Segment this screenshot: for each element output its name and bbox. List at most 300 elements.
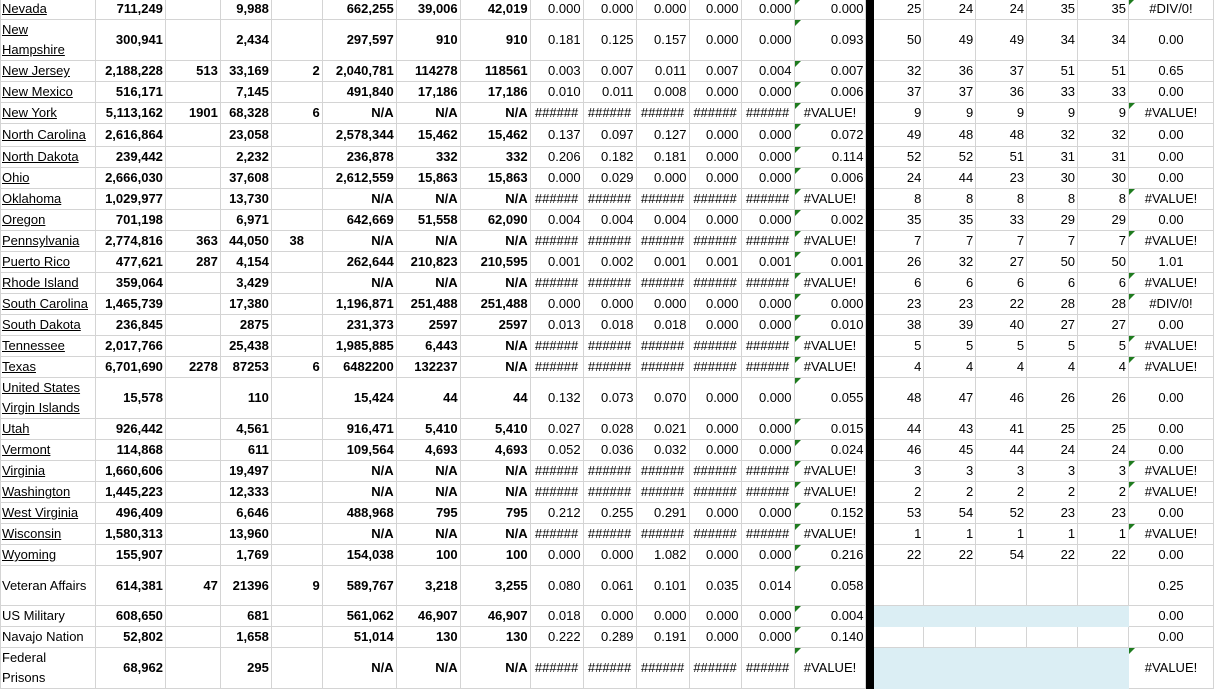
rank-cell[interactable]: 52 [976,503,1027,524]
rate-cell[interactable]: 0.182 [583,147,636,168]
rate-avg-cell[interactable]: #VALUE! [794,189,866,210]
col5-cell[interactable]: 916,471 [322,419,396,440]
ratio-cell[interactable]: 1.01 [1128,252,1213,273]
rank-cell[interactable]: 8 [1027,189,1078,210]
col5-cell[interactable]: 491,840 [322,82,396,103]
rank-cell[interactable]: 33 [976,210,1027,231]
rate-cell[interactable]: 0.206 [530,147,583,168]
rank-cell[interactable]: 23 [1078,503,1129,524]
rank-cell[interactable]: 41 [976,419,1027,440]
rate-cell[interactable]: 0.181 [530,20,583,61]
rank-cell[interactable]: 9 [924,103,976,124]
rate-cell[interactable]: 0.000 [689,545,741,566]
ratio-cell[interactable]: #VALUE! [1128,189,1213,210]
rate-cell[interactable]: 0.000 [689,503,741,524]
rate-cell[interactable]: ###### [530,482,583,503]
col3-cell[interactable]: 3,429 [220,273,271,294]
rank-cell[interactable]: 22 [1027,545,1078,566]
rank-cell[interactable]: 28 [1027,294,1078,315]
rate-cell[interactable]: 0.000 [689,20,741,61]
population-cell[interactable]: 68,962 [95,648,165,689]
row-label-link[interactable]: Ohio [2,170,30,185]
rank-cell[interactable]: 3 [1027,461,1078,482]
rate-cell[interactable]: 0.000 [689,82,741,103]
rank-cell[interactable]: 39 [924,315,976,336]
rate-cell[interactable]: 0.000 [583,545,636,566]
rank-cell[interactable]: 50 [874,20,924,61]
rank-cell[interactable]: 4 [874,357,924,378]
rank-cell[interactable]: 2 [924,482,976,503]
col5-cell[interactable]: N/A [322,231,396,252]
rank-cell[interactable]: 25 [1027,419,1078,440]
col6-cell[interactable]: 2597 [396,315,460,336]
rank-cell[interactable]: 46 [874,440,924,461]
rate-avg-cell[interactable]: 0.006 [794,168,866,189]
rate-cell[interactable]: 0.289 [583,627,636,648]
rate-cell[interactable]: ###### [741,524,794,545]
population-cell[interactable]: 52,802 [95,627,165,648]
col3-cell[interactable]: 23,058 [220,124,271,147]
rate-cell[interactable]: 0.000 [689,315,741,336]
col5-cell[interactable]: 15,424 [322,378,396,419]
col7-cell[interactable]: N/A [460,103,530,124]
col3-cell[interactable]: 33,169 [220,61,271,82]
col6-cell[interactable]: 100 [396,545,460,566]
col7-cell[interactable]: N/A [460,524,530,545]
col2-cell[interactable] [165,210,220,231]
rate-cell[interactable]: 1.082 [636,545,689,566]
population-cell[interactable]: 5,113,162 [95,103,165,124]
rank-cell[interactable]: 26 [1027,378,1078,419]
row-label-link[interactable]: Rhode Island [2,275,79,290]
rate-cell[interactable]: 0.000 [689,294,741,315]
col7-cell[interactable]: 3,255 [460,566,530,606]
rate-avg-cell[interactable]: 0.140 [794,627,866,648]
rank-cell[interactable]: 7 [976,231,1027,252]
rate-cell[interactable]: ###### [583,103,636,124]
rate-cell[interactable]: ###### [636,357,689,378]
col4-cell[interactable]: 2 [271,61,322,82]
col5-cell[interactable]: N/A [322,189,396,210]
rate-cell[interactable]: 0.000 [741,82,794,103]
col4-cell[interactable] [271,168,322,189]
rate-avg-cell[interactable]: 0.007 [794,61,866,82]
col4-cell[interactable] [271,419,322,440]
population-cell[interactable]: 1,465,739 [95,294,165,315]
rank-cell[interactable] [976,648,1027,689]
rank-cell[interactable] [1078,627,1129,648]
rate-cell[interactable]: ###### [583,482,636,503]
col5-cell[interactable]: 262,644 [322,252,396,273]
rank-cell[interactable]: 31 [1078,147,1129,168]
rate-cell[interactable]: ###### [530,336,583,357]
rate-cell[interactable]: 0.000 [636,0,689,20]
col3-cell[interactable]: 21396 [220,566,271,606]
rate-cell[interactable]: ###### [689,461,741,482]
rate-cell[interactable]: ###### [689,482,741,503]
row-label-cell[interactable] [1,147,96,168]
rank-cell[interactable]: 38 [874,315,924,336]
col3-cell[interactable]: 37,608 [220,168,271,189]
rank-cell[interactable]: 5 [924,336,976,357]
row-label-cell[interactable] [1,545,96,566]
rank-cell[interactable]: 5 [1027,336,1078,357]
rate-cell[interactable]: 0.000 [689,168,741,189]
col5-cell[interactable]: N/A [322,648,396,689]
rank-cell[interactable]: 9 [976,103,1027,124]
col6-cell[interactable]: 6,443 [396,336,460,357]
rate-cell[interactable]: 0.000 [636,606,689,627]
rate-cell[interactable]: 0.000 [741,378,794,419]
rank-cell[interactable]: 51 [976,147,1027,168]
rank-cell[interactable]: 48 [924,124,976,147]
rate-cell[interactable]: 0.000 [530,168,583,189]
col3-cell[interactable]: 87253 [220,357,271,378]
rate-cell[interactable]: ###### [530,273,583,294]
ratio-cell[interactable]: #VALUE! [1128,273,1213,294]
col3-cell[interactable]: 2,232 [220,147,271,168]
row-label-cell[interactable] [1,231,96,252]
rate-cell[interactable]: 0.018 [583,315,636,336]
row-label-cell[interactable] [1,82,96,103]
rate-cell[interactable]: ###### [530,103,583,124]
rank-cell[interactable]: 23 [1027,503,1078,524]
rate-cell[interactable]: 0.029 [583,168,636,189]
row-label-cell[interactable] [1,210,96,231]
rate-cell[interactable]: 0.018 [636,315,689,336]
population-cell[interactable]: 2,017,766 [95,336,165,357]
ratio-cell[interactable]: #VALUE! [1128,336,1213,357]
rate-avg-cell[interactable]: 0.058 [794,566,866,606]
col6-cell[interactable]: 251,488 [396,294,460,315]
rate-cell[interactable]: ###### [741,103,794,124]
rate-cell[interactable]: 0.001 [636,252,689,273]
rank-cell[interactable]: 4 [924,357,976,378]
rate-cell[interactable]: 0.052 [530,440,583,461]
col5-cell[interactable]: 6482200 [322,357,396,378]
col6-cell[interactable]: 15,863 [396,168,460,189]
population-cell[interactable]: 701,198 [95,210,165,231]
col2-cell[interactable] [165,294,220,315]
col4-cell[interactable] [271,82,322,103]
rate-cell[interactable]: 0.101 [636,566,689,606]
rank-cell[interactable]: 25 [874,0,924,20]
rank-cell[interactable]: 52 [924,147,976,168]
col4-cell[interactable] [271,627,322,648]
ratio-cell[interactable]: #VALUE! [1128,103,1213,124]
rank-cell[interactable]: 7 [1027,231,1078,252]
col3-cell[interactable]: 13,960 [220,524,271,545]
row-label-link[interactable]: Oklahoma [2,191,62,206]
rate-avg-cell[interactable]: 0.216 [794,545,866,566]
rate-cell[interactable]: 0.000 [689,124,741,147]
rank-cell[interactable]: 6 [874,273,924,294]
rank-cell[interactable]: 23 [976,168,1027,189]
row-label-cell[interactable] [1,648,96,689]
rate-cell[interactable]: 0.013 [530,315,583,336]
col4-cell[interactable]: 38 [271,231,322,252]
rank-cell[interactable]: 36 [976,82,1027,103]
col2-cell[interactable]: 47 [165,566,220,606]
col7-cell[interactable]: 46,907 [460,606,530,627]
rate-cell[interactable]: 0.000 [583,294,636,315]
col6-cell[interactable]: 910 [396,20,460,61]
col7-cell[interactable]: 2597 [460,315,530,336]
row-label-link[interactable]: New Jersey [2,63,70,78]
col3-cell[interactable]: 17,380 [220,294,271,315]
rate-cell[interactable]: ###### [583,231,636,252]
col3-cell[interactable]: 110 [220,378,271,419]
row-label-cell[interactable] [1,606,96,627]
rank-cell[interactable]: 50 [1027,252,1078,273]
col4-cell[interactable] [271,189,322,210]
row-label-cell[interactable] [1,61,96,82]
rate-avg-cell[interactable]: 0.010 [794,315,866,336]
rank-cell[interactable]: 49 [874,124,924,147]
rate-cell[interactable]: 0.291 [636,503,689,524]
row-label-link[interactable]: North Dakota [2,149,79,164]
rate-cell[interactable]: 0.008 [636,82,689,103]
rank-cell[interactable]: 35 [874,210,924,231]
rate-cell[interactable]: ###### [689,103,741,124]
rate-avg-cell[interactable]: #VALUE! [794,461,866,482]
row-label-cell[interactable] [1,189,96,210]
rank-cell[interactable]: 32 [1078,124,1129,147]
col5-cell[interactable]: 154,038 [322,545,396,566]
rate-cell[interactable]: 0.000 [689,627,741,648]
rank-cell[interactable]: 27 [976,252,1027,273]
rank-cell[interactable]: 5 [1078,336,1129,357]
ratio-cell[interactable]: 0.00 [1128,378,1213,419]
col2-cell[interactable]: 1901 [165,103,220,124]
col2-cell[interactable]: 513 [165,61,220,82]
rank-cell[interactable]: 7 [874,231,924,252]
col7-cell[interactable]: N/A [460,482,530,503]
rate-cell[interactable]: ###### [636,461,689,482]
col7-cell[interactable]: 44 [460,378,530,419]
row-label-cell[interactable] [1,294,96,315]
rank-cell[interactable]: 37 [874,82,924,103]
rank-cell[interactable]: 48 [874,378,924,419]
col6-cell[interactable]: 114278 [396,61,460,82]
rate-cell[interactable]: 0.000 [741,294,794,315]
rate-cell[interactable]: 0.000 [689,419,741,440]
population-cell[interactable]: 477,621 [95,252,165,273]
rate-avg-cell[interactable]: #VALUE! [794,273,866,294]
rate-cell[interactable]: ###### [530,189,583,210]
col4-cell[interactable] [271,315,322,336]
rate-cell[interactable]: 0.137 [530,124,583,147]
rank-cell[interactable]: 49 [924,20,976,61]
rate-avg-cell[interactable]: 0.002 [794,210,866,231]
row-label-cell[interactable] [1,461,96,482]
rate-cell[interactable]: ###### [583,461,636,482]
rate-cell[interactable]: ###### [741,648,794,689]
ratio-cell[interactable]: 0.00 [1128,210,1213,231]
rate-cell[interactable]: 0.000 [530,0,583,20]
rate-cell[interactable]: ###### [636,482,689,503]
rate-cell[interactable]: 0.018 [530,606,583,627]
col5-cell[interactable]: 589,767 [322,566,396,606]
col6-cell[interactable]: 795 [396,503,460,524]
rate-cell[interactable]: 0.000 [741,440,794,461]
col7-cell[interactable]: N/A [460,461,530,482]
population-cell[interactable]: 1,580,313 [95,524,165,545]
row-label-link[interactable]: Wyoming [2,547,57,562]
rank-cell[interactable]: 29 [1027,210,1078,231]
col3-cell[interactable]: 295 [220,648,271,689]
rank-cell[interactable] [924,627,976,648]
col2-cell[interactable]: 287 [165,252,220,273]
rate-avg-cell[interactable]: 0.055 [794,378,866,419]
rate-cell[interactable]: 0.001 [530,252,583,273]
rank-cell[interactable]: 9 [1078,103,1129,124]
rate-cell[interactable]: 0.070 [636,378,689,419]
rank-cell[interactable]: 47 [924,378,976,419]
rank-cell[interactable]: 52 [874,147,924,168]
col7-cell[interactable]: 42,019 [460,0,530,20]
rate-cell[interactable]: 0.000 [741,606,794,627]
ratio-cell[interactable]: 0.00 [1128,147,1213,168]
rank-cell[interactable]: 34 [1078,20,1129,61]
col3-cell[interactable]: 681 [220,606,271,627]
population-cell[interactable]: 496,409 [95,503,165,524]
population-cell[interactable]: 236,845 [95,315,165,336]
rank-cell[interactable]: 2 [1078,482,1129,503]
rank-cell[interactable] [1078,648,1129,689]
rank-cell[interactable]: 6 [976,273,1027,294]
population-cell[interactable]: 300,941 [95,20,165,61]
col7-cell[interactable]: 4,693 [460,440,530,461]
col3-cell[interactable]: 19,497 [220,461,271,482]
col3-cell[interactable]: 25,438 [220,336,271,357]
rank-cell[interactable]: 2 [1027,482,1078,503]
rate-cell[interactable]: 0.255 [583,503,636,524]
rate-cell[interactable]: ###### [636,273,689,294]
rate-avg-cell[interactable]: 0.000 [794,0,866,20]
col4-cell[interactable] [271,524,322,545]
row-label-link[interactable]: South Dakota [2,317,81,332]
col7-cell[interactable]: 15,462 [460,124,530,147]
ratio-cell[interactable]: 0.65 [1128,61,1213,82]
rate-cell[interactable]: 0.000 [741,20,794,61]
rate-cell[interactable]: 0.000 [741,545,794,566]
population-cell[interactable]: 6,701,690 [95,357,165,378]
row-label-cell[interactable] [1,440,96,461]
rate-cell[interactable]: 0.097 [583,124,636,147]
rank-cell[interactable]: 24 [1078,440,1129,461]
col4-cell[interactable] [271,648,322,689]
rate-cell[interactable]: ###### [530,231,583,252]
population-cell[interactable]: 359,064 [95,273,165,294]
col4-cell[interactable] [271,461,322,482]
rate-cell[interactable]: ###### [636,189,689,210]
col5-cell[interactable]: 1,196,871 [322,294,396,315]
rank-cell[interactable]: 22 [924,545,976,566]
rank-cell[interactable]: 27 [1078,315,1129,336]
row-label-link[interactable]: Tennessee [2,338,65,353]
rank-cell[interactable]: 30 [1027,168,1078,189]
rate-avg-cell[interactable]: 0.072 [794,124,866,147]
population-cell[interactable]: 1,445,223 [95,482,165,503]
population-cell[interactable]: 614,381 [95,566,165,606]
col5-cell[interactable]: 297,597 [322,20,396,61]
rank-cell[interactable]: 40 [976,315,1027,336]
rate-cell[interactable]: ###### [530,648,583,689]
rank-cell[interactable]: 32 [1027,124,1078,147]
rate-cell[interactable]: ###### [741,357,794,378]
rank-cell[interactable]: 9 [1027,103,1078,124]
rate-cell[interactable]: 0.000 [689,378,741,419]
col5-cell[interactable]: N/A [322,482,396,503]
col2-cell[interactable] [165,147,220,168]
rank-cell[interactable]: 4 [1078,357,1129,378]
rate-cell[interactable]: 0.027 [530,419,583,440]
col2-cell[interactable] [165,545,220,566]
rate-cell[interactable]: ###### [636,103,689,124]
col4-cell[interactable] [271,252,322,273]
rank-cell[interactable]: 32 [924,252,976,273]
col2-cell[interactable] [165,440,220,461]
rate-cell[interactable]: 0.000 [689,0,741,20]
rate-cell[interactable]: 0.000 [530,294,583,315]
col7-cell[interactable]: 795 [460,503,530,524]
rate-avg-cell[interactable]: 0.152 [794,503,866,524]
rate-cell[interactable]: ###### [636,336,689,357]
col2-cell[interactable] [165,461,220,482]
col6-cell[interactable]: 51,558 [396,210,460,231]
rate-avg-cell[interactable]: #VALUE! [794,103,866,124]
rate-cell[interactable]: 0.212 [530,503,583,524]
row-label-link[interactable]: Pennsylvania [2,233,80,248]
population-cell[interactable]: 608,650 [95,606,165,627]
population-cell[interactable]: 2,666,030 [95,168,165,189]
rate-cell[interactable]: 0.000 [741,210,794,231]
col2-cell[interactable] [165,20,220,61]
col2-cell[interactable] [165,482,220,503]
col3-cell[interactable]: 12,333 [220,482,271,503]
rate-cell[interactable]: ###### [689,357,741,378]
col5-cell[interactable]: 662,255 [322,0,396,20]
rate-cell[interactable]: 0.132 [530,378,583,419]
row-label-cell[interactable] [1,566,96,606]
rank-cell[interactable]: 8 [924,189,976,210]
rate-cell[interactable]: ###### [689,189,741,210]
col5-cell[interactable]: 642,669 [322,210,396,231]
col2-cell[interactable]: 2278 [165,357,220,378]
rate-cell[interactable]: 0.000 [741,627,794,648]
col7-cell[interactable]: 15,863 [460,168,530,189]
rate-avg-cell[interactable]: #VALUE! [794,357,866,378]
rank-cell[interactable]: 24 [1027,440,1078,461]
col3-cell[interactable]: 1,658 [220,627,271,648]
rate-avg-cell[interactable]: 0.024 [794,440,866,461]
col3-cell[interactable]: 6,646 [220,503,271,524]
col4-cell[interactable]: 6 [271,103,322,124]
rank-cell[interactable]: 36 [924,61,976,82]
row-label-link[interactable]: West Virginia [2,505,79,520]
population-cell[interactable]: 2,188,228 [95,61,165,82]
col4-cell[interactable]: 9 [271,566,322,606]
rate-cell[interactable]: 0.021 [636,419,689,440]
rank-cell[interactable]: 7 [1078,231,1129,252]
row-label-cell[interactable] [1,419,96,440]
row-label-cell[interactable] [1,336,96,357]
rank-cell[interactable]: 1 [1027,524,1078,545]
rate-cell[interactable]: 0.061 [583,566,636,606]
rate-cell[interactable]: 0.004 [741,61,794,82]
ratio-cell[interactable]: #DIV/0! [1128,294,1213,315]
